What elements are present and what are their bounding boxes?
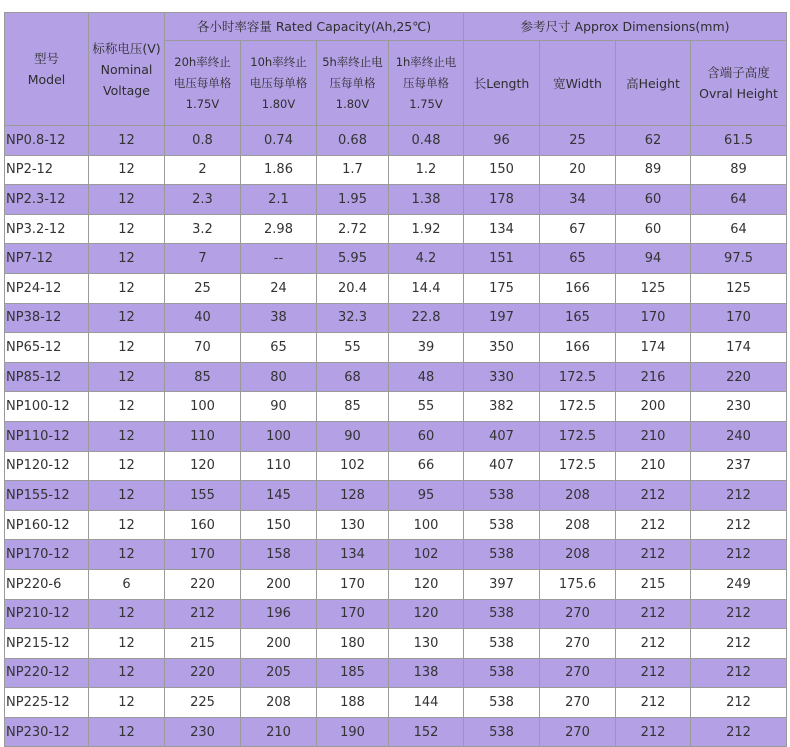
cell-cap-1h: 120 [389,569,464,599]
cell-overall-height: 89 [691,155,787,185]
table-row [5,629,787,659]
cell-length: 538 [464,658,540,688]
cell-width: 208 [540,510,616,540]
header-voltage [89,13,165,126]
cell-cap-10h: 200 [241,569,317,599]
cell-overall-height: 212 [691,599,787,629]
cell-height: 94 [616,244,691,274]
cell-height: 212 [616,688,691,718]
table-row [5,362,787,392]
header-capacity-20h [165,41,241,126]
cell-voltage: 12 [89,303,165,333]
cell-height: 200 [616,392,691,422]
cell-height: 170 [616,303,691,333]
table-row [5,185,787,215]
cell-width: 270 [540,688,616,718]
cell-cap-5h: 102 [317,451,389,481]
header-cap-line: 电压每单格 [249,75,308,90]
cell-model: NP120-12 [5,451,89,481]
cell-model: NP225-12 [5,688,89,718]
cell-voltage: 12 [89,599,165,629]
cell-width: 208 [540,481,616,511]
cell-width: 172.5 [540,362,616,392]
cell-cap-10h: 80 [241,362,317,392]
header-overall-height [691,41,787,126]
cell-width: 172.5 [540,451,616,481]
cell-voltage: 12 [89,273,165,303]
cell-cap-5h: 2.72 [317,214,389,244]
header-cap-line: 压每单格 [329,75,376,90]
cell-length: 538 [464,481,540,511]
cell-overall-height: 249 [691,569,787,599]
cell-length: 538 [464,510,540,540]
table-row [5,510,787,540]
cell-cap-10h: 0.74 [241,126,317,156]
cell-model: NP230-12 [5,717,89,747]
table-body [5,126,787,747]
cell-length: 538 [464,688,540,718]
header-cap-line: 1.80V [261,96,296,111]
cell-model: NP65-12 [5,333,89,363]
cell-cap-10h: 196 [241,599,317,629]
cell-height: 212 [616,717,691,747]
cell-cap-1h: 48 [389,362,464,392]
cell-width: 172.5 [540,392,616,422]
cell-length: 350 [464,333,540,363]
header-cap-line: 10h率终止 [250,54,307,69]
cell-height: 62 [616,126,691,156]
cell-cap-5h: 190 [317,717,389,747]
cell-length: 134 [464,214,540,244]
cell-cap-5h: 90 [317,421,389,451]
cell-cap-1h: 39 [389,333,464,363]
cell-cap-20h: 215 [165,629,241,659]
cell-overall-height: 230 [691,392,787,422]
cell-cap-10h: -- [241,244,317,274]
cell-height: 125 [616,273,691,303]
cell-overall-height: 237 [691,451,787,481]
cell-cap-20h: 170 [165,540,241,570]
cell-cap-10h: 158 [241,540,317,570]
cell-model: NP3.2-12 [5,214,89,244]
cell-overall-height: 61.5 [691,126,787,156]
cell-voltage: 12 [89,451,165,481]
cell-width: 166 [540,273,616,303]
cell-cap-5h: 5.95 [317,244,389,274]
cell-length: 96 [464,126,540,156]
header-capacity-5h [317,41,389,126]
cell-model: NP24-12 [5,273,89,303]
cell-cap-1h: 1.2 [389,155,464,185]
cell-height: 215 [616,569,691,599]
cell-height: 60 [616,185,691,215]
cell-cap-5h: 130 [317,510,389,540]
cell-length: 150 [464,155,540,185]
table-row [5,273,787,303]
header-cap-line: 电压每单格 [173,75,232,90]
header-voltage-en-2: Voltage [103,82,150,98]
header-length: 长Length [464,41,540,126]
cell-height: 212 [616,629,691,659]
cell-model: NP220-12 [5,658,89,688]
cell-length: 407 [464,451,540,481]
cell-overall-height: 220 [691,362,787,392]
cell-cap-10h: 110 [241,451,317,481]
cell-model: NP110-12 [5,421,89,451]
cell-model: NP85-12 [5,362,89,392]
header-model [5,13,89,126]
cell-cap-5h: 188 [317,688,389,718]
cell-cap-20h: 230 [165,717,241,747]
header-overall-cn: 含端子高度 [707,65,770,80]
header-dimensions-group: 参考尺寸 Approx Dimensions(mm) [464,13,787,41]
cell-cap-20h: 220 [165,658,241,688]
header-cap-line: 20h率终止 [174,54,231,69]
cell-overall-height: 174 [691,333,787,363]
table-row [5,658,787,688]
cell-width: 172.5 [540,421,616,451]
cell-cap-1h: 130 [389,629,464,659]
cell-width: 175.6 [540,569,616,599]
cell-cap-1h: 4.2 [389,244,464,274]
cell-cap-1h: 138 [389,658,464,688]
header-voltage-en-1: Nominal [100,61,153,77]
cell-voltage: 12 [89,629,165,659]
cell-width: 165 [540,303,616,333]
cell-cap-1h: 102 [389,540,464,570]
cell-height: 212 [616,658,691,688]
cell-width: 65 [540,244,616,274]
cell-model: NP210-12 [5,599,89,629]
header-cap-line: 1.75V [409,96,443,111]
cell-width: 34 [540,185,616,215]
cell-cap-5h: 170 [317,599,389,629]
table-row [5,333,787,363]
cell-model: NP2-12 [5,155,89,185]
table-row [5,599,787,629]
cell-model: NP215-12 [5,629,89,659]
cell-length: 382 [464,392,540,422]
cell-cap-10h: 24 [241,273,317,303]
cell-voltage: 12 [89,244,165,274]
cell-cap-10h: 2.1 [241,185,317,215]
cell-overall-height: 212 [691,510,787,540]
cell-cap-10h: 208 [241,688,317,718]
cell-model: NP0.8-12 [5,126,89,156]
cell-cap-5h: 1.7 [317,155,389,185]
cell-overall-height: 212 [691,629,787,659]
cell-cap-20h: 100 [165,392,241,422]
cell-width: 270 [540,599,616,629]
cell-cap-20h: 225 [165,688,241,718]
cell-overall-height: 212 [691,688,787,718]
cell-cap-5h: 1.95 [317,185,389,215]
table-row [5,214,787,244]
cell-length: 178 [464,185,540,215]
cell-voltage: 12 [89,658,165,688]
table-row [5,481,787,511]
header-model-cn: 型号 [33,51,59,66]
table-row [5,451,787,481]
cell-cap-20h: 7 [165,244,241,274]
battery-spec-table-container [4,12,787,747]
cell-cap-5h: 180 [317,629,389,659]
cell-voltage: 12 [89,155,165,185]
cell-voltage: 6 [89,569,165,599]
cell-cap-5h: 55 [317,333,389,363]
cell-height: 89 [616,155,691,185]
header-model-en: Model [27,72,66,87]
header-cap-line: 1h率终止电 [395,54,457,69]
cell-cap-10h: 205 [241,658,317,688]
cell-voltage: 12 [89,510,165,540]
cell-overall-height: 170 [691,303,787,333]
cell-model: NP160-12 [5,510,89,540]
cell-width: 166 [540,333,616,363]
cell-cap-20h: 110 [165,421,241,451]
cell-cap-5h: 0.68 [317,126,389,156]
cell-cap-1h: 144 [389,688,464,718]
table-row [5,392,787,422]
cell-cap-1h: 22.8 [389,303,464,333]
cell-overall-height: 212 [691,658,787,688]
header-cap-line: 1.75V [185,96,220,111]
cell-voltage: 12 [89,362,165,392]
table-row [5,688,787,718]
header-row-top [5,13,787,41]
cell-height: 216 [616,362,691,392]
cell-cap-10h: 150 [241,510,317,540]
cell-cap-1h: 1.38 [389,185,464,215]
cell-length: 397 [464,569,540,599]
cell-cap-10h: 210 [241,717,317,747]
cell-cap-20h: 3.2 [165,214,241,244]
cell-height: 60 [616,214,691,244]
table-row [5,569,787,599]
cell-height: 212 [616,481,691,511]
cell-cap-1h: 152 [389,717,464,747]
cell-length: 538 [464,717,540,747]
cell-voltage: 12 [89,688,165,718]
header-overall-en: Ovral Height [699,86,778,101]
header-cap-line: 1.80V [335,96,370,111]
cell-cap-1h: 1.92 [389,214,464,244]
cell-width: 208 [540,540,616,570]
cell-overall-height: 212 [691,481,787,511]
cell-model: NP170-12 [5,540,89,570]
cell-overall-height: 64 [691,185,787,215]
cell-cap-10h: 145 [241,481,317,511]
cell-cap-1h: 120 [389,599,464,629]
cell-width: 67 [540,214,616,244]
cell-voltage: 12 [89,214,165,244]
cell-model: NP2.3-12 [5,185,89,215]
cell-cap-5h: 170 [317,569,389,599]
cell-model: NP7-12 [5,244,89,274]
cell-cap-10h: 200 [241,629,317,659]
cell-length: 538 [464,540,540,570]
cell-overall-height: 97.5 [691,244,787,274]
cell-length: 151 [464,244,540,274]
cell-length: 175 [464,273,540,303]
cell-cap-5h: 134 [317,540,389,570]
table-row [5,303,787,333]
cell-voltage: 12 [89,185,165,215]
cell-height: 212 [616,510,691,540]
header-cap-line: 5h率终止电 [322,54,383,69]
cell-cap-20h: 212 [165,599,241,629]
cell-length: 197 [464,303,540,333]
cell-cap-20h: 220 [165,569,241,599]
cell-cap-10h: 38 [241,303,317,333]
cell-length: 538 [464,599,540,629]
cell-overall-height: 240 [691,421,787,451]
battery-spec-table [4,12,787,747]
cell-height: 210 [616,451,691,481]
cell-overall-height: 212 [691,717,787,747]
cell-model: NP38-12 [5,303,89,333]
cell-model: NP220-6 [5,569,89,599]
cell-cap-10h: 90 [241,392,317,422]
cell-voltage: 12 [89,421,165,451]
cell-cap-10h: 1.86 [241,155,317,185]
cell-cap-1h: 55 [389,392,464,422]
cell-cap-20h: 70 [165,333,241,363]
table-row [5,717,787,747]
cell-model: NP100-12 [5,392,89,422]
cell-cap-1h: 95 [389,481,464,511]
cell-cap-1h: 14.4 [389,273,464,303]
cell-overall-height: 212 [691,540,787,570]
cell-cap-10h: 100 [241,421,317,451]
cell-width: 20 [540,155,616,185]
cell-cap-1h: 60 [389,421,464,451]
cell-cap-5h: 20.4 [317,273,389,303]
cell-voltage: 12 [89,481,165,511]
header-cap-line: 压每单格 [403,75,449,90]
cell-voltage: 12 [89,126,165,156]
table-row [5,155,787,185]
header-capacity-10h [241,41,317,126]
table-row [5,540,787,570]
header-voltage-cn: 标称电压(V) [92,40,161,56]
cell-height: 212 [616,599,691,629]
cell-cap-5h: 68 [317,362,389,392]
cell-height: 210 [616,421,691,451]
cell-voltage: 12 [89,717,165,747]
cell-cap-5h: 185 [317,658,389,688]
cell-cap-10h: 65 [241,333,317,363]
table-row [5,126,787,156]
cell-width: 270 [540,717,616,747]
cell-length: 407 [464,421,540,451]
cell-cap-5h: 128 [317,481,389,511]
header-width: 宽Width [540,41,616,126]
cell-cap-20h: 85 [165,362,241,392]
cell-cap-20h: 40 [165,303,241,333]
cell-voltage: 12 [89,540,165,570]
cell-height: 174 [616,333,691,363]
cell-width: 25 [540,126,616,156]
cell-cap-1h: 0.48 [389,126,464,156]
cell-voltage: 12 [89,333,165,363]
header-capacity-group: 各小时率容量 Rated Capacity(Ah,25℃) [165,13,464,41]
cell-model: NP155-12 [5,481,89,511]
cell-cap-1h: 66 [389,451,464,481]
cell-cap-20h: 0.8 [165,126,241,156]
cell-overall-height: 125 [691,273,787,303]
cell-cap-10h: 2.98 [241,214,317,244]
cell-cap-20h: 120 [165,451,241,481]
cell-cap-20h: 2.3 [165,185,241,215]
cell-cap-20h: 25 [165,273,241,303]
cell-height: 212 [616,540,691,570]
cell-cap-5h: 85 [317,392,389,422]
cell-cap-20h: 155 [165,481,241,511]
cell-length: 538 [464,629,540,659]
table-row [5,421,787,451]
cell-cap-20h: 160 [165,510,241,540]
table-row [5,244,787,274]
cell-cap-20h: 2 [165,155,241,185]
cell-width: 270 [540,629,616,659]
cell-voltage: 12 [89,392,165,422]
header-height: 高Height [616,41,691,126]
cell-cap-1h: 100 [389,510,464,540]
table-header [5,13,787,126]
cell-length: 330 [464,362,540,392]
cell-cap-5h: 32.3 [317,303,389,333]
cell-overall-height: 64 [691,214,787,244]
header-capacity-1h [389,41,464,126]
cell-width: 270 [540,658,616,688]
